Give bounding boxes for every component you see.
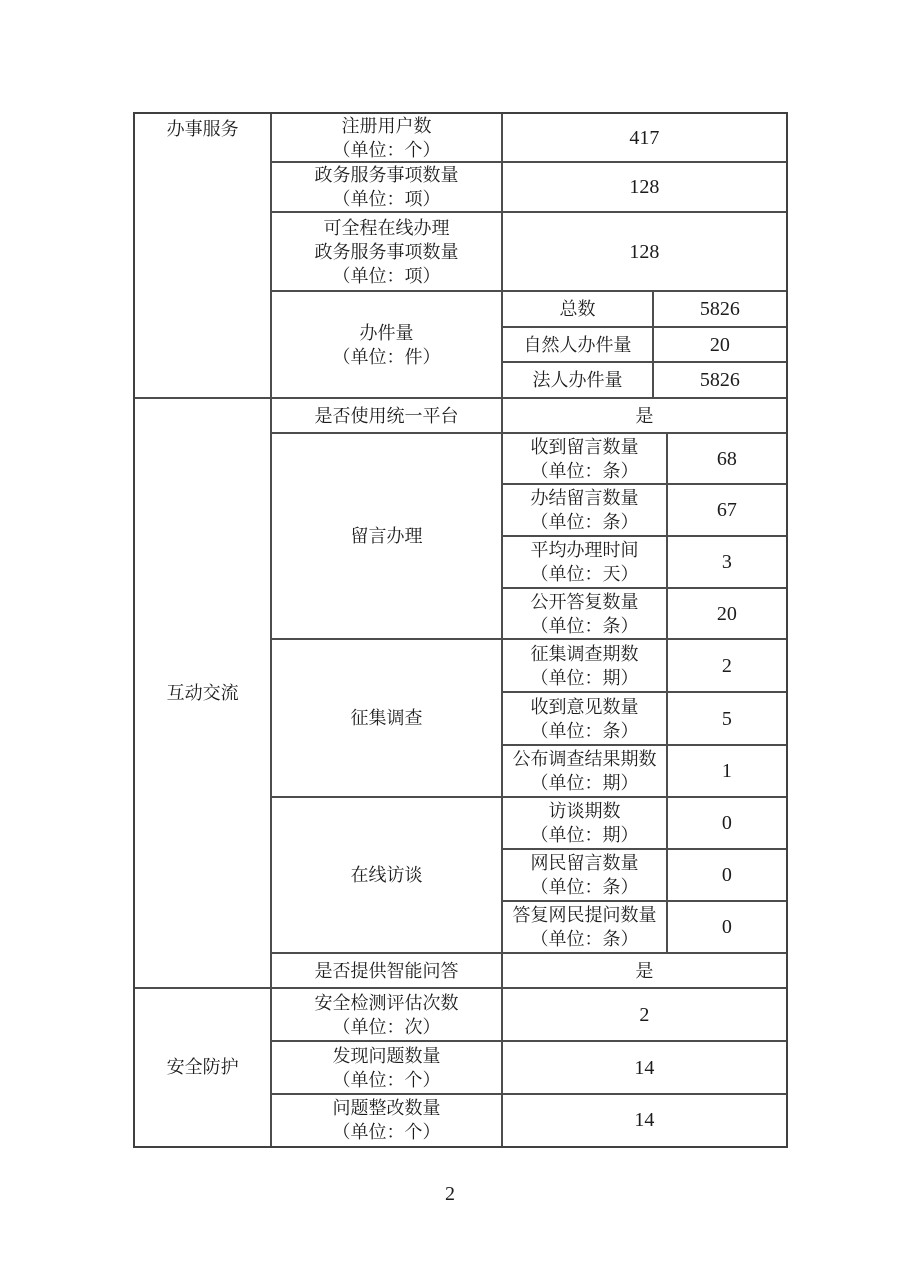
subrow-label-text: 征集调查期数 — [530, 643, 639, 664]
subrow-unit-text: （单位：天） — [530, 564, 639, 584]
subrow-unit-text: （单位：期） — [530, 773, 639, 793]
category-label: 互动交流 — [166, 683, 239, 703]
subrow-label-text: 公开答复数量 — [530, 591, 639, 612]
subrow-unit-text: （单位：条） — [530, 460, 639, 481]
subrow-value-legal-person: 5826 — [654, 363, 786, 398]
metric-label-smart-qa: 是否提供智能问答 — [272, 954, 502, 988]
subrow-unit-text: （单位：期） — [530, 667, 639, 688]
metric-unit-text: （单位：个） — [332, 1069, 441, 1090]
category-label: 安全防护 — [166, 1057, 239, 1078]
subrow-label-text: 收到留言数量 — [530, 436, 639, 457]
subrow-label-text: 访谈期数 — [548, 801, 621, 821]
metric-unit-text: （单位：个） — [332, 139, 441, 160]
subrow-label-text: 收到意见数量 — [530, 696, 639, 717]
subrow-label-interview-periods — [503, 798, 667, 849]
subrow-label-questions-answered — [503, 902, 667, 953]
subrow-label-opinions-received — [503, 693, 667, 745]
subrow-unit-text: （单位：条） — [530, 929, 639, 949]
subrow-value-survey-periods: 2 — [668, 640, 786, 692]
subrow-unit-text: （单位：条） — [530, 877, 639, 897]
group-label-message-handling: 留言办理 — [272, 434, 502, 639]
subrow-label-survey-periods — [503, 640, 667, 692]
subrow-value-messages-completed: 67 — [668, 485, 786, 536]
metric-label-text: 注册用户数 — [341, 115, 432, 136]
category-label: 办事服务 — [166, 119, 239, 139]
group-label-cases — [272, 292, 502, 398]
metric-label-security-assessments — [272, 989, 502, 1041]
metric-label-problems-fixed — [272, 1095, 502, 1146]
metric-label-unified-platform: 是否使用统一平台 — [272, 399, 502, 433]
group-label-text: 办件量 — [359, 322, 414, 343]
metric-unit-text: （单位：项） — [332, 265, 441, 286]
metric-value-registered-users: 417 — [503, 114, 786, 161]
subrow-label-netizen-messages — [503, 850, 667, 901]
metric-label-service-items — [272, 163, 502, 212]
subrow-label-results-published — [503, 746, 667, 797]
metric-value-problems-found: 14 — [503, 1042, 786, 1094]
metric-value-service-items: 128 — [503, 163, 786, 212]
metric-value-smart-qa: 是 — [503, 954, 786, 988]
subrow-label-public-replies — [503, 589, 667, 639]
subrow-label-natural-person: 自然人办件量 — [503, 328, 653, 362]
subrow-label-avg-handling-time — [503, 537, 667, 588]
metric-label-registered-users — [272, 114, 502, 161]
metric-value-unified-platform: 是 — [503, 399, 786, 433]
metric-label-text: 问题整改数量 — [332, 1098, 441, 1119]
subrow-label-text: 答复网民提问数量 — [512, 905, 657, 925]
metric-unit-text: （单位：次） — [332, 1016, 441, 1037]
subrow-value-netizen-messages: 0 — [668, 850, 786, 901]
group-label-online-interview: 在线访谈 — [272, 798, 502, 953]
metric-label-line2: 政务服务事项数量 — [314, 241, 459, 262]
group-unit-text: （单位：件） — [332, 346, 441, 367]
category-cell-interaction — [135, 399, 270, 988]
subrow-value-total: 5826 — [654, 292, 786, 327]
category-cell-security — [135, 989, 270, 1146]
subrow-value-questions-answered: 0 — [668, 902, 786, 953]
subrow-label-text: 办结留言数量 — [530, 488, 639, 508]
statistics-table — [133, 112, 788, 1148]
metric-unit-text: （单位：项） — [332, 189, 441, 209]
page-number: 2 — [445, 1183, 455, 1205]
subrow-label-messages-received — [503, 434, 667, 484]
metric-value-problems-fixed: 14 — [503, 1095, 786, 1146]
subrow-label-messages-completed — [503, 485, 667, 536]
subrow-label-text: 平均办理时间 — [530, 540, 639, 560]
subrow-value-public-replies: 20 — [668, 589, 786, 639]
metric-label-online-items — [272, 213, 502, 291]
subrow-label-legal-person: 法人办件量 — [503, 363, 653, 398]
subrow-value-interview-periods: 0 — [668, 798, 786, 849]
subrow-value-opinions-received: 5 — [668, 693, 786, 745]
subrow-unit-text: （单位：条） — [530, 720, 639, 741]
metric-label-line1: 可全程在线办理 — [323, 217, 450, 238]
subrow-label-text: 公布调查结果期数 — [512, 749, 657, 769]
subrow-unit-text: （单位：条） — [530, 615, 639, 636]
metric-label-text: 政务服务事项数量 — [314, 165, 459, 185]
metric-value-security-assessments: 2 — [503, 989, 786, 1041]
subrow-value-natural-person: 20 — [654, 328, 786, 362]
metric-label-text: 发现问题数量 — [332, 1045, 441, 1066]
subrow-value-messages-received: 68 — [668, 434, 786, 484]
category-cell-service — [135, 114, 270, 397]
metric-unit-text: （单位：个） — [332, 1122, 441, 1143]
subrow-label-text: 网民留言数量 — [530, 853, 639, 873]
subrow-unit-text: （单位：条） — [530, 512, 639, 532]
metric-label-problems-found — [272, 1042, 502, 1094]
subrow-unit-text: （单位：期） — [530, 825, 639, 845]
subrow-value-avg-handling-time: 3 — [668, 537, 786, 588]
metric-value-online-items: 128 — [503, 213, 786, 291]
subrow-value-results-published: 1 — [668, 746, 786, 797]
subrow-label-total: 总数 — [503, 292, 653, 327]
group-label-survey: 征集调查 — [272, 640, 502, 797]
metric-label-text: 安全检测评估次数 — [314, 992, 459, 1013]
